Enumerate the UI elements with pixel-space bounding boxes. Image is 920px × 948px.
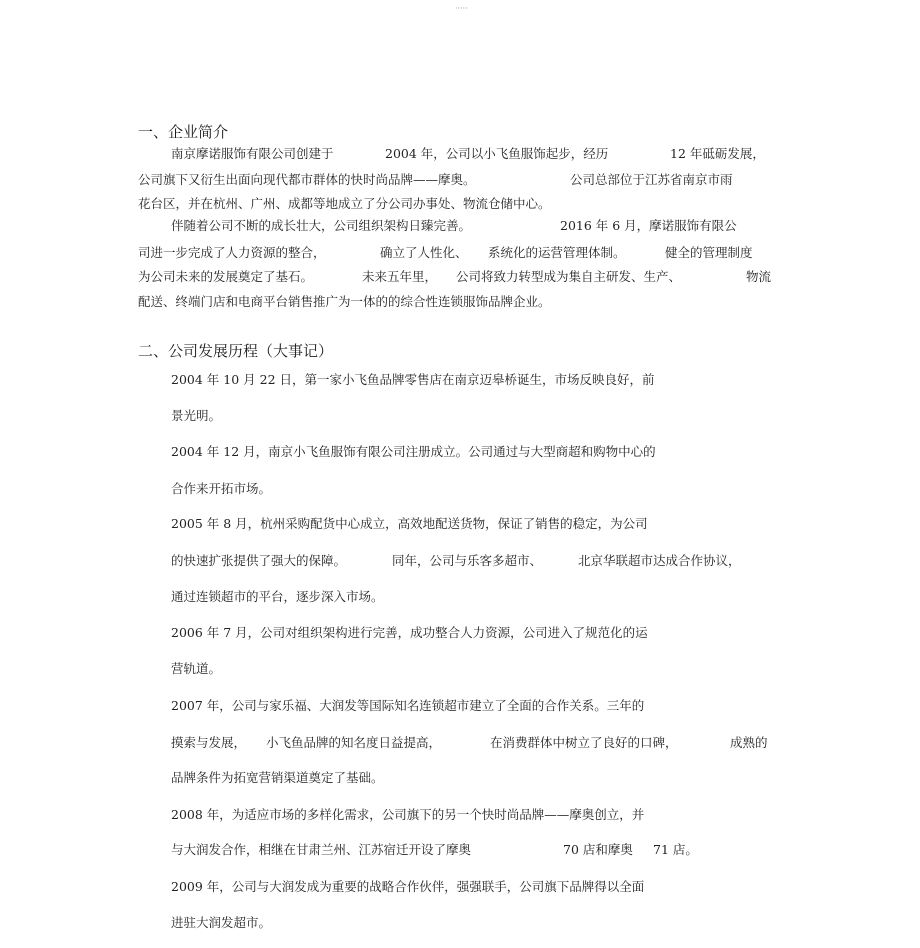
paragraph-text: 公司总部位于江苏省南京市雨 xyxy=(570,172,733,187)
paragraph-text: 合作来开拓市场。 xyxy=(171,481,272,496)
section-heading-company-history: 二、公司发展历程（大事记） xyxy=(138,342,334,360)
page-header-mark: ····· xyxy=(455,4,468,13)
paragraph-text: 司进一步完成了人力资源的整合， xyxy=(138,245,326,260)
paragraph-text: 2005 年 8 月，杭州采购配货中心成立，高效地配送货物，保证了销售的稳定，为公司 xyxy=(171,516,648,531)
paragraph-text: 伴随着公司不断的成长壮大，公司组织架构日臻完善。 xyxy=(171,218,472,233)
paragraph-text: 南京摩诺服饰有限公司创建于 xyxy=(171,146,334,161)
paragraph-text: 确立了人性化、 xyxy=(380,245,468,260)
paragraph-text: 与大润发合作，相继在甘肃兰州、江苏宿迁开设了摩奥 xyxy=(171,842,472,857)
paragraph-text: 摸索与发展， xyxy=(171,735,247,750)
paragraph-text: 健全的管理制度 xyxy=(665,245,753,260)
paragraph-text: 2004 年 10 月 22 日，第一家小飞鱼品牌零售店在南京迈皋桥诞生，市场反映良好，前 xyxy=(171,372,655,387)
paragraph-text: 2008 年，为适应市场的多样化需求，公司旗下的另一个快时尚品牌——摩奥创立，并 xyxy=(171,807,645,822)
paragraph-text: 景光明。 xyxy=(171,408,222,423)
paragraph-text: 2004 年，公司以小飞鱼服饰起步，经历 xyxy=(385,146,609,161)
paragraph-text: 12 年砥砺发展， xyxy=(670,146,765,161)
paragraph-text: 的快速扩张提供了强大的保障。 xyxy=(171,553,347,568)
paragraph-text: 在消费群体中树立了良好的口碑， xyxy=(490,735,678,750)
paragraph-text: 2006 年 7 月，公司对组织架构进行完善，成功整合人力资源，公司进入了规范化的运 xyxy=(171,625,648,640)
paragraph-text: 2007 年，公司与家乐福、大润发等国际知名连锁超市建立了全面的合作关系。三年的 xyxy=(171,698,645,713)
paragraph-text: 未来五年里， xyxy=(362,269,438,284)
paragraph-text: 物流 xyxy=(746,269,772,284)
paragraph-text: 小飞鱼品牌的知名度日益提高， xyxy=(266,735,442,750)
paragraph-text: 71 店。 xyxy=(653,842,698,857)
paragraph-text: 进驻大润发超市。 xyxy=(171,915,272,930)
paragraph-text: 系统化的运营管理体制。 xyxy=(488,245,626,260)
paragraph-text: 同年，公司与乐客多超市、 xyxy=(392,553,543,568)
paragraph-text: 2004 年 12 月，南京小飞鱼服饰有限公司注册成立。公司通过与大型商超和购物中心的 xyxy=(171,444,656,459)
paragraph-text: 70 店和摩奥 xyxy=(563,842,633,857)
paragraph-text: 北京华联超市达成合作协议， xyxy=(578,553,741,568)
section-heading-company-profile: 一、企业简介 xyxy=(138,123,229,141)
paragraph-text: 公司将致力转型成为集自主研发、生产、 xyxy=(456,269,682,284)
paragraph-text: 成熟的 xyxy=(730,735,768,750)
paragraph-text: 花台区，并在杭州、广州、成都等地成立了分公司办事处、物流仓储中心。 xyxy=(138,196,551,211)
paragraph-text: 品牌条件为拓宽营销渠道奠定了基础。 xyxy=(171,770,384,785)
paragraph-text: 2016 年 6 月，摩诺服饰有限公 xyxy=(560,218,737,233)
paragraph-text: 配送、终端门店和电商平台销售推广为一体的的综合性连锁服饰品牌企业。 xyxy=(138,294,551,309)
paragraph-text: 为公司未来的发展奠定了基石。 xyxy=(138,269,314,284)
paragraph-text: 通过连锁超市的平台，逐步深入市场。 xyxy=(171,589,384,604)
paragraph-text: 2009 年，公司与大润发成为重要的战略合作伙伴，强强联手，公司旗下品牌得以全面 xyxy=(171,879,645,894)
paragraph-text: 公司旗下又衍生出面向现代都市群体的快时尚品牌——摩奥。 xyxy=(138,172,476,187)
paragraph-text: 营轨道。 xyxy=(171,661,222,676)
